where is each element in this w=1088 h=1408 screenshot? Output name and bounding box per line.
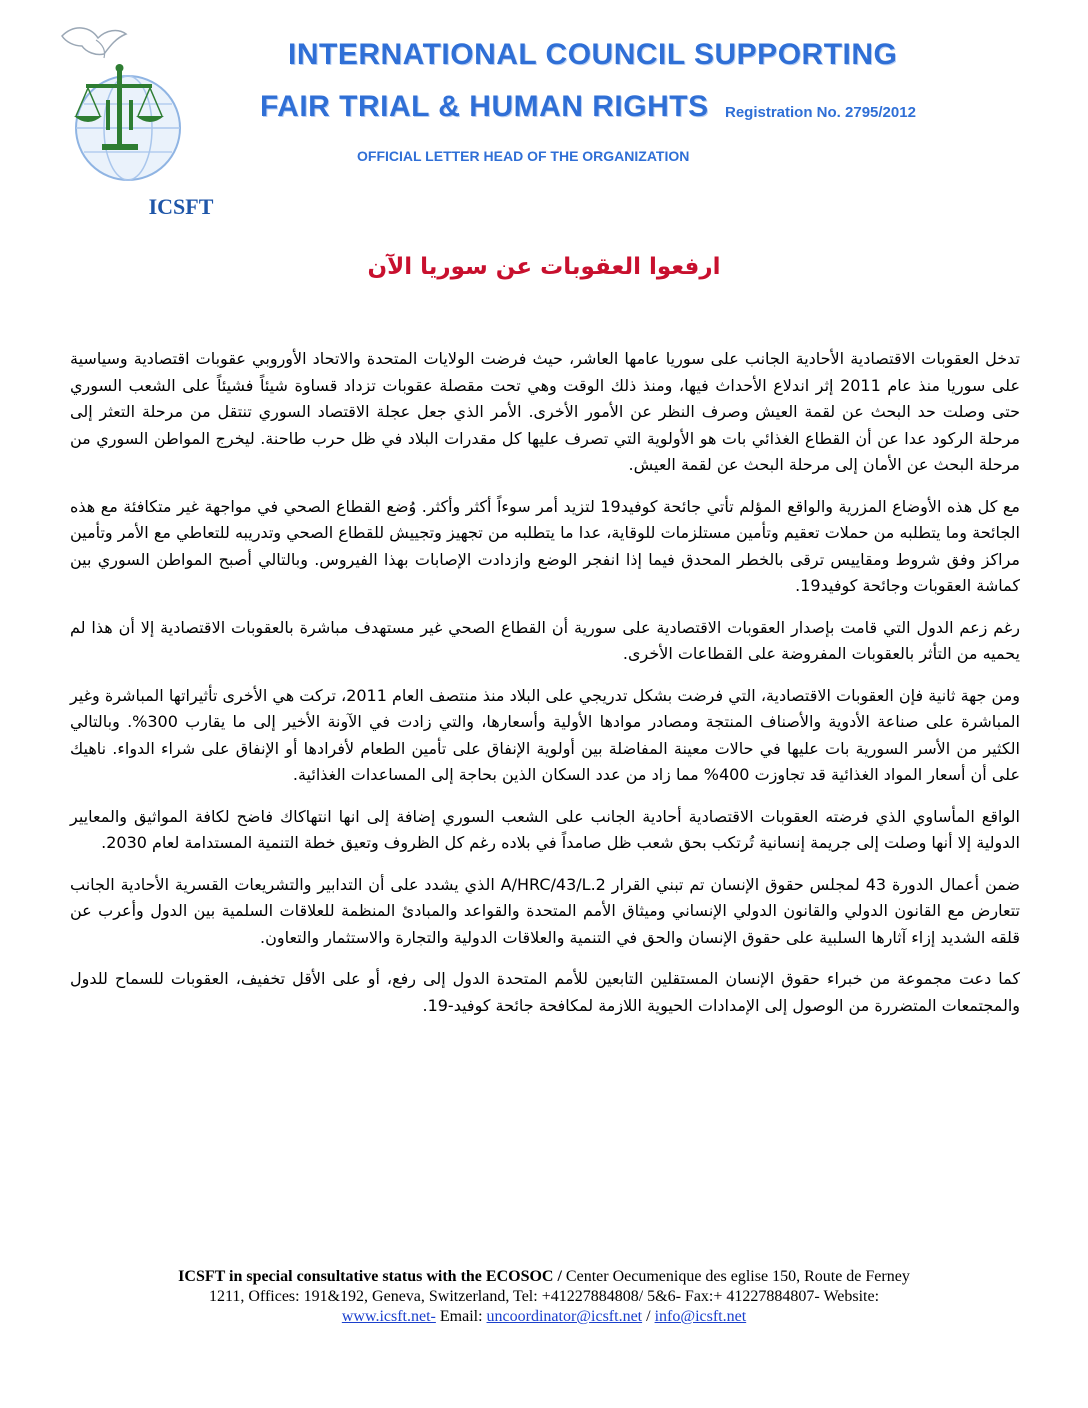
logo-text: ICSFT [148,194,214,219]
footer-line-1 [50,1267,1038,1287]
email-label: Email: [435,1308,487,1325]
footer-address-2: 1211, Offices: 191&192, Geneva, Switzerland, Tel: +41227884808/ 5&6- Fax:+ 41227884807- Website: [208,1288,880,1305]
paragraph: تدخل العقوبات الاقتصادية الأحادية الجانب على سوريا عامها العاشر، حيث فرضت الولايات المتحدة والاتحاد الأوروبي عقوبات اقتصادية وسياسية على سوريا منذ عام 2011 إثر اندلاع الأحداث فيها، ومنذ ذلك الوقت وهي تحت مقصلة عقوبات تزداد قساوة شيئاً فشيئاً على الشعب السوري حتى وصلت حد البحث عن لقمة العيش وصرف النظر عن الأمور الأخرى. الأمر الذي جعل عجلة الاقتصاد السوري تنتقل من مرحلة التعثر إلى مرحلة الركود عدا عن أن القطاع الغذائي بات هو الأولوية التي تصرف عليها كل مقدرات البلاد في ظل حرب طاحنة. ليخرج المواطن السوري من مرحلة البحث عن الأمان إلى مرحلة البحث عن لقمة العيش. [70,349,1021,474]
document-body [70,346,1020,1034]
paragraph: ضمن أعمال الدورة 43 لمجلس حقوق الإنسان تم تبني القرار A/HRC/43/L.2 الذي يشدد على أن التدابير والتشريعات القسرية الأحادية الجانب تتعارض مع القانون الدولي والقانون الدولي الإنساني وميثاق الأمم المتحدة والقواعد والمبادئ المنظمة للعلاقات السلمية بين الدول وأعرب عن قلقه الشديد إزاء آثارها السلبية على حقوق الإنسان والحق في التنمية والعلاقات الدولية والتجارة والاستثمار والتعاون. [70,874,1021,947]
organization-name-line-2: FAIR TRIAL & HUMAN RIGHTS [260,90,709,123]
document-title: ارفعوا العقوبات عن سوريا الآن [367,254,721,280]
logo-graphic [56,16,186,181]
globe-icon [76,76,180,180]
website-link[interactable]: www.icsft.net- [341,1308,436,1325]
paragraph: الواقع المأساوي الذي فرضته العقوبات الاقتصادية أحادية الجانب على الشعب السوري إضافة إلى انها انتهاكاك فاضح لكافة المواثيق والمعايير الدولية إلا أنها وصلت إلى جريمة إنسانية تُرتكب بحق شعب ظل صامداً في بلاده رغم كل الظروف وتعيق خطة التنمية المستدامة لعام 2030. [70,806,1020,852]
paragraph: مع كل هذه الأوضاع المزرية والواقع المؤلم تأتي جائحة كوفيد19 لتزيد أمر سوءاً أكثر وأكثر. وُضع القطاع الصحي في مواجهة غير متكافئة مع هذه الجائحة وما يتطلبه من حملات تعقيم وتأمين مستلزمات للوقاية، عدا ما يتطلبه من تجهيز وتجييش للقطاع الصحي وتدريبه للتعاطي مع الأمر وتأمين مراكز وفق شروط ومقاييس ترقى بالخطر المحدق فيما إذا انفجر الوضع وازدادت الإصابات بهذا الفيروس. وبالتالي أصبح المواطن السوري بين كماشة العقوبات وجائحة كوفيد19. [70,496,1020,595]
registration-number: Registration No. 2795/2012 [725,104,916,121]
footer-address-1: Center Oecumenique des eglise 150, Route de Ferney [561,1268,910,1285]
paragraph: كما دعت مجموعة من خبراء حقوق الإنسان المستقلين التابعين للأمم المتحدة الدول إلى رفع، أو على الأقل تخفيف، العقوبات للسماح للدول والمجتمعات المتضررة من الوصول إلى الإمدادات الحيوية اللازمة لمكافحة جائحة كوفيد-19. [70,969,1020,1015]
footer-line-3 [50,1307,1038,1327]
organization-name-line-1: INTERNATIONAL COUNCIL SUPPORTING [288,38,898,71]
footer [50,1267,1038,1327]
paragraph: رغم زعم الدول التي قامت بإصدار العقوبات الاقتصادية على سورية أن القطاع الصحي غير مستهدف مباشرة بالعقوبات الاقتصادية إلا أن هذا لم يحميه من التأثر بالعقوبات المفروضة على القطاعات الأخرى. [70,617,1020,663]
email-separator: / [642,1308,655,1325]
email-link-coordinator[interactable]: uncoordinator@icsft.net [486,1308,643,1325]
email-link-info[interactable]: info@icsft.net [654,1308,747,1325]
organization-logo [56,16,214,219]
footer-status: ICSFT in special consultative status with the ECOSOC / [178,1268,562,1285]
paragraph: ومن جهة ثانية فإن العقوبات الاقتصادية، التي فرضت بشكل تدريجي على البلاد منذ منتصف العام 2011، تركت هي الأخرى تأثيراتها المباشرة وغير المباشرة على صناعة الأدوية والأصناف المنتجة ومصادر موادها الأولية وأسعارها، والتي زادت في الآونة الأخير إلى ما يقارب 300%. وبالتالي الكثير من الأسر السورية بات عليها في حالات معينة المفاضلة بين أولوية الإنفاق على تأمين الطعام لأفرادها أو الإنفاق على شراء الدواء. ناهيك على أن أسعار المواد الغذائية قد تجاوزت 400% مما زاد من عدد السكان الذين بحاجة إلى المساعدات الغذائية. [70,685,1021,784]
letterhead-caption: OFFICIAL LETTER HEAD OF THE ORGANIZATION [357,148,690,164]
dove-icon [62,28,126,58]
